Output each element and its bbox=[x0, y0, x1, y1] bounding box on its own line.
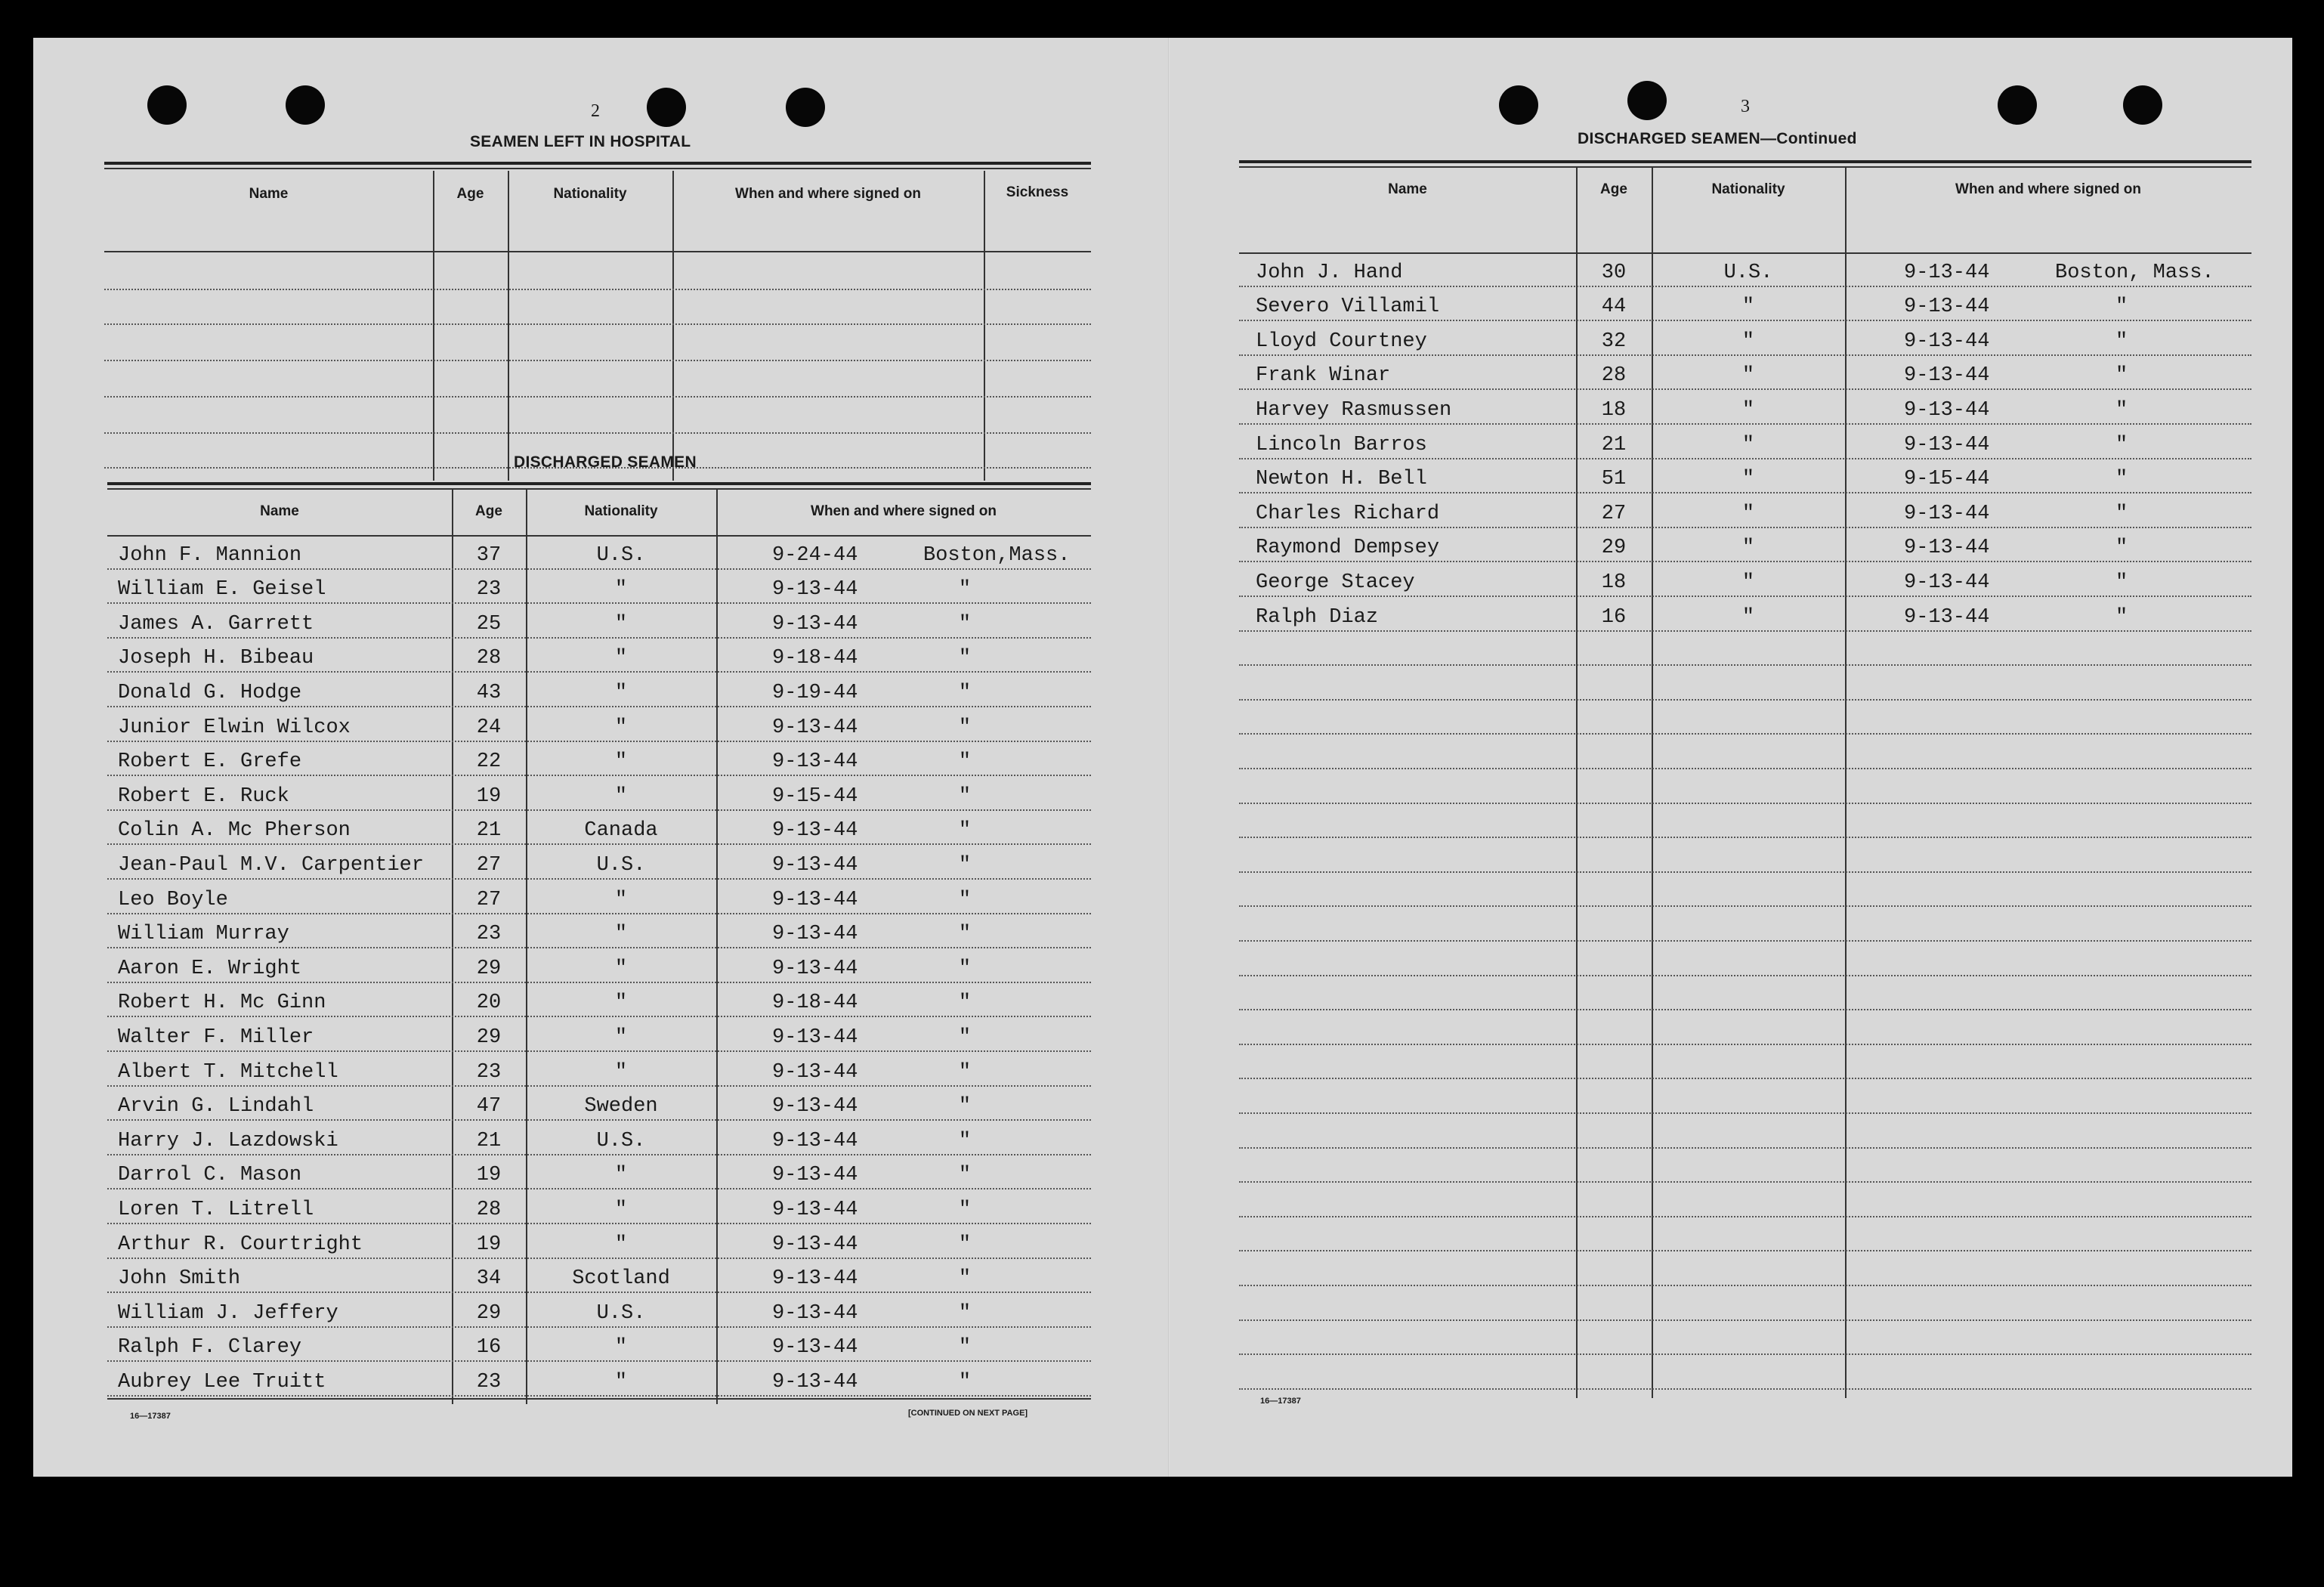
cell-age: 16 bbox=[476, 1336, 502, 1360]
punch-hole bbox=[647, 88, 686, 127]
column-header: Name bbox=[249, 186, 289, 202]
cell-date: 9-13-44 bbox=[772, 923, 858, 946]
cell-nationality: " bbox=[614, 612, 628, 636]
continued-note: [CONTINUED ON NEXT PAGE] bbox=[908, 1409, 1028, 1418]
column-header: Age bbox=[1600, 181, 1627, 197]
cell-place: " bbox=[958, 612, 972, 636]
column-header: When and where signed on bbox=[1955, 181, 2141, 197]
cell-name: Frank Winar bbox=[1256, 364, 1391, 388]
row-rule bbox=[107, 775, 1091, 778]
cell-name: Arvin G. Lindahl bbox=[118, 1095, 314, 1118]
cell-place: " bbox=[2115, 433, 2128, 456]
cell-name: Newton H. Bell bbox=[1256, 468, 1427, 491]
cell-name: John F. Mannion bbox=[118, 543, 302, 567]
page-fold bbox=[1168, 38, 1170, 1477]
cell-date: 9-13-44 bbox=[772, 1164, 858, 1187]
cell-date: 9-13-44 bbox=[1904, 364, 1990, 388]
cell-nationality: " bbox=[614, 784, 628, 808]
column-header: Sickness bbox=[1006, 184, 1069, 200]
cell-age: 19 bbox=[476, 1233, 502, 1256]
page-number: 3 bbox=[1741, 97, 1750, 116]
cell-place: " bbox=[2115, 605, 2128, 629]
row-rule bbox=[107, 878, 1091, 881]
cell-nationality: " bbox=[614, 1026, 628, 1049]
column-header: Nationality bbox=[553, 186, 627, 202]
row-rule bbox=[107, 843, 1091, 846]
cell-date: 9-13-44 bbox=[1904, 261, 1990, 284]
cell-age: 29 bbox=[476, 1301, 502, 1325]
row-rule bbox=[107, 1326, 1091, 1329]
cell-name: Jean-Paul M.V. Carpentier bbox=[118, 854, 425, 877]
cell-place: " bbox=[958, 957, 972, 980]
cell-name: Albert T. Mitchell bbox=[118, 1060, 338, 1084]
cell-place: " bbox=[958, 854, 972, 877]
cell-name: James A. Garrett bbox=[118, 612, 314, 636]
row-rule bbox=[1239, 492, 2251, 495]
row-rule bbox=[107, 809, 1091, 812]
cell-nationality: " bbox=[1741, 468, 1755, 491]
row-rule bbox=[1239, 871, 2251, 874]
column-header: Age bbox=[456, 186, 484, 202]
cell-nationality: U.S. bbox=[596, 1129, 646, 1152]
cell-place: " bbox=[2115, 295, 2128, 319]
cell-date: 9-24-44 bbox=[772, 543, 858, 567]
cell-date: 9-19-44 bbox=[772, 682, 858, 704]
cell-date: 9-13-44 bbox=[772, 1129, 858, 1152]
cell-date: 9-13-44 bbox=[1904, 433, 1990, 456]
row-rule bbox=[1239, 596, 2251, 599]
cell-place: " bbox=[958, 991, 972, 1015]
document-sheet bbox=[33, 38, 2292, 1477]
column-header: When and where signed on bbox=[811, 503, 997, 519]
page-number: 2 bbox=[591, 101, 600, 121]
row-rule bbox=[1239, 458, 2251, 461]
cell-nationality: U.S. bbox=[596, 1301, 646, 1325]
cell-nationality: " bbox=[1741, 537, 1755, 560]
cell-age: 51 bbox=[1601, 468, 1627, 491]
punch-hole bbox=[2123, 85, 2162, 125]
cell-date: 9-13-44 bbox=[772, 1060, 858, 1084]
cell-place: " bbox=[958, 1233, 972, 1256]
row-rule bbox=[1239, 905, 2251, 908]
cell-name: Harry J. Lazdowski bbox=[118, 1129, 338, 1152]
cell-age: 21 bbox=[476, 1129, 502, 1152]
cell-date: 9-13-44 bbox=[1904, 295, 1990, 319]
cell-age: 16 bbox=[1601, 605, 1627, 629]
cell-age: 28 bbox=[476, 647, 502, 670]
row-rule bbox=[107, 602, 1091, 605]
cell-name: Loren T. Litrell bbox=[118, 1199, 314, 1221]
cell-name: Robert E. Ruck bbox=[118, 784, 289, 808]
cell-date: 9-13-44 bbox=[772, 1371, 858, 1394]
cell-nationality: " bbox=[1741, 329, 1755, 353]
cell-date: 9-15-44 bbox=[1904, 468, 1990, 491]
cell-place: " bbox=[958, 923, 972, 946]
cell-name: George Stacey bbox=[1256, 571, 1415, 594]
cell-age: 23 bbox=[476, 1060, 502, 1084]
column-header: Age bbox=[475, 503, 502, 519]
row-rule bbox=[1239, 733, 2251, 736]
cell-age: 21 bbox=[1601, 433, 1627, 456]
cell-place: " bbox=[2115, 364, 2128, 388]
cell-age: 32 bbox=[1601, 329, 1627, 353]
punch-hole bbox=[1998, 85, 2037, 125]
cell-age: 27 bbox=[1601, 502, 1627, 525]
cell-nationality: " bbox=[1741, 433, 1755, 456]
row-rule bbox=[107, 1154, 1091, 1157]
row-rule bbox=[107, 1119, 1091, 1122]
cell-name: Robert E. Grefe bbox=[118, 750, 302, 774]
cell-age: 23 bbox=[476, 923, 502, 946]
cell-place: Boston,Mass. bbox=[923, 543, 1071, 567]
cell-place: " bbox=[958, 578, 972, 602]
cell-age: 23 bbox=[476, 1371, 502, 1394]
cell-name: Colin A. Mc Pherson bbox=[118, 819, 351, 843]
section-title: DISCHARGED SEAMEN bbox=[514, 453, 697, 471]
cell-age: 29 bbox=[1601, 537, 1627, 560]
section-title-text: DISCHARGED SEAMEN bbox=[1578, 130, 1760, 147]
punch-hole bbox=[147, 85, 187, 125]
cell-date: 9-13-44 bbox=[1904, 537, 1990, 560]
cell-date: 9-13-44 bbox=[1904, 399, 1990, 422]
cell-place: Boston, Mass. bbox=[2055, 261, 2214, 284]
row-rule bbox=[1239, 803, 2251, 806]
cell-place: " bbox=[958, 1060, 972, 1084]
cell-nationality: " bbox=[614, 578, 628, 602]
row-rule bbox=[1239, 1147, 2251, 1150]
cell-date: 9-13-44 bbox=[772, 957, 858, 980]
cell-age: 34 bbox=[476, 1267, 502, 1291]
cell-date: 9-13-44 bbox=[772, 612, 858, 636]
cell-age: 18 bbox=[1601, 399, 1627, 422]
cell-age: 22 bbox=[476, 750, 502, 774]
cell-place: " bbox=[958, 1129, 972, 1152]
section-title bbox=[1578, 130, 1857, 148]
hospital-table bbox=[104, 162, 1091, 472]
row-rule bbox=[107, 706, 1091, 709]
cell-place: " bbox=[2115, 399, 2128, 422]
cell-name: Severo Villamil bbox=[1256, 295, 1440, 319]
column-header: When and where signed on bbox=[735, 186, 921, 202]
cell-date: 9-13-44 bbox=[1904, 571, 1990, 594]
cell-date: 9-13-44 bbox=[772, 854, 858, 877]
cell-age: 19 bbox=[476, 1164, 502, 1187]
row-rule bbox=[107, 1360, 1091, 1363]
cell-place: " bbox=[2115, 329, 2128, 353]
row-rule bbox=[107, 1292, 1091, 1295]
form-number: 16—17387 bbox=[1260, 1397, 1301, 1406]
cell-nationality: U.S. bbox=[596, 543, 646, 567]
row-rule bbox=[1239, 1216, 2251, 1219]
cell-nationality: " bbox=[1741, 399, 1755, 422]
cell-age: 28 bbox=[1601, 364, 1627, 388]
row-rule bbox=[107, 1188, 1091, 1191]
cell-nationality: " bbox=[614, 1336, 628, 1360]
row-rule bbox=[1239, 699, 2251, 702]
cell-age: 27 bbox=[476, 854, 502, 877]
form-number: 16—17387 bbox=[130, 1412, 171, 1421]
row-rule bbox=[107, 637, 1091, 640]
cell-nationality: " bbox=[614, 1060, 628, 1084]
cell-place: " bbox=[958, 1301, 972, 1325]
cell-nationality: " bbox=[614, 957, 628, 980]
row-rule bbox=[107, 671, 1091, 674]
cell-nationality: " bbox=[614, 647, 628, 670]
cell-place: " bbox=[2115, 502, 2128, 525]
cell-nationality: " bbox=[614, 991, 628, 1015]
cell-age: 43 bbox=[476, 682, 502, 704]
row-rule bbox=[1239, 1250, 2251, 1253]
cell-date: 9-18-44 bbox=[772, 991, 858, 1015]
cell-place: " bbox=[2115, 571, 2128, 594]
cell-nationality: " bbox=[1741, 571, 1755, 594]
row-rule bbox=[1239, 975, 2251, 978]
cell-age: 47 bbox=[476, 1095, 502, 1118]
cell-place: " bbox=[2115, 468, 2128, 491]
cell-name: Darrol C. Mason bbox=[118, 1164, 302, 1187]
cell-nationality: " bbox=[614, 888, 628, 911]
row-rule bbox=[107, 1223, 1091, 1226]
cell-nationality: " bbox=[1741, 605, 1755, 629]
cell-name: John Smith bbox=[118, 1267, 241, 1291]
discharged-table bbox=[107, 482, 1091, 1404]
cell-name: Walter F. Miller bbox=[118, 1026, 314, 1049]
row-rule bbox=[1239, 320, 2251, 323]
cell-name: Ralph F. Clarey bbox=[118, 1336, 302, 1360]
cell-nationality: Canada bbox=[584, 819, 658, 843]
column-header: Name bbox=[260, 503, 299, 519]
cell-nationality: " bbox=[614, 1371, 628, 1394]
cell-age: 28 bbox=[476, 1199, 502, 1221]
punch-hole bbox=[786, 88, 825, 127]
cell-date: 9-13-44 bbox=[772, 1267, 858, 1291]
cell-nationality: " bbox=[1741, 502, 1755, 525]
row-rule bbox=[1239, 1181, 2251, 1184]
cell-name: William E. Geisel bbox=[118, 578, 326, 602]
column-header: Nationality bbox=[584, 503, 658, 519]
cell-name: Lincoln Barros bbox=[1256, 433, 1427, 456]
cell-place: " bbox=[958, 647, 972, 670]
cell-date: 9-13-44 bbox=[772, 1026, 858, 1049]
cell-name: William Murray bbox=[118, 923, 289, 946]
cell-nationality: " bbox=[614, 716, 628, 739]
cell-place: " bbox=[958, 682, 972, 704]
cell-age: 44 bbox=[1601, 295, 1627, 319]
cell-name: Joseph H. Bibeau bbox=[118, 647, 314, 670]
cell-place: " bbox=[958, 819, 972, 843]
cell-nationality: U.S. bbox=[596, 854, 646, 877]
row-rule bbox=[1239, 768, 2251, 771]
cell-place: " bbox=[958, 888, 972, 911]
column-header: Name bbox=[1388, 181, 1427, 197]
cell-nationality: " bbox=[614, 923, 628, 946]
cell-date: 9-13-44 bbox=[1904, 502, 1990, 525]
row-rule bbox=[107, 913, 1091, 916]
row-rule bbox=[1239, 837, 2251, 840]
cell-nationality: Scotland bbox=[572, 1267, 670, 1291]
row-rule bbox=[1239, 561, 2251, 564]
cell-date: 9-13-44 bbox=[772, 716, 858, 739]
row-rule bbox=[1239, 630, 2251, 633]
cell-age: 25 bbox=[476, 612, 502, 636]
row-rule bbox=[1239, 1285, 2251, 1288]
cell-nationality: Sweden bbox=[584, 1095, 658, 1118]
cell-date: 9-13-44 bbox=[1904, 329, 1990, 353]
cell-place: " bbox=[958, 1026, 972, 1049]
cell-name: Aaron E. Wright bbox=[118, 957, 302, 980]
cell-age: 37 bbox=[476, 543, 502, 567]
cell-name: William J. Jeffery bbox=[118, 1301, 338, 1325]
cell-date: 9-13-44 bbox=[772, 1095, 858, 1118]
punch-hole bbox=[1627, 81, 1667, 120]
cell-nationality: " bbox=[614, 682, 628, 704]
cell-name: Harvey Rasmussen bbox=[1256, 399, 1452, 422]
cell-place: " bbox=[958, 716, 972, 739]
row-rule bbox=[107, 741, 1091, 744]
cell-date: 9-13-44 bbox=[772, 1301, 858, 1325]
cell-age: 30 bbox=[1601, 261, 1627, 284]
row-rule bbox=[1239, 1044, 2251, 1047]
cell-name: Charles Richard bbox=[1256, 502, 1440, 525]
cell-age: 29 bbox=[476, 957, 502, 980]
row-rule bbox=[1239, 527, 2251, 530]
row-rule bbox=[1239, 1078, 2251, 1081]
row-rule bbox=[1239, 286, 2251, 289]
cell-name: Raymond Dempsey bbox=[1256, 537, 1440, 560]
row-rule bbox=[1239, 388, 2251, 391]
cell-name: Ralph Diaz bbox=[1256, 605, 1379, 629]
cell-name: Donald G. Hodge bbox=[118, 682, 302, 704]
cell-name: John J. Hand bbox=[1256, 261, 1403, 284]
row-rule bbox=[107, 1258, 1091, 1261]
cell-age: 20 bbox=[476, 991, 502, 1015]
cell-place: " bbox=[958, 1267, 972, 1291]
cell-nationality: " bbox=[614, 1164, 628, 1187]
row-rule bbox=[1239, 1009, 2251, 1012]
cell-place: " bbox=[2115, 537, 2128, 560]
cell-nationality: " bbox=[614, 1199, 628, 1221]
row-rule bbox=[1239, 1319, 2251, 1322]
section-title: SEAMEN LEFT IN HOSPITAL bbox=[470, 133, 691, 150]
cell-name: Junior Elwin Wilcox bbox=[118, 716, 351, 739]
cell-date: 9-13-44 bbox=[772, 819, 858, 843]
cell-name: Aubrey Lee Truitt bbox=[118, 1371, 326, 1394]
cell-nationality: " bbox=[614, 750, 628, 774]
row-rule bbox=[107, 1085, 1091, 1088]
cell-name: Robert H. Mc Ginn bbox=[118, 991, 326, 1015]
cell-place: " bbox=[958, 750, 972, 774]
row-rule bbox=[107, 947, 1091, 950]
cell-place: " bbox=[958, 1095, 972, 1118]
cell-place: " bbox=[958, 1371, 972, 1394]
cell-place: " bbox=[958, 1336, 972, 1360]
cell-name: Leo Boyle bbox=[118, 888, 228, 911]
punch-hole bbox=[1499, 85, 1538, 125]
cell-age: 27 bbox=[476, 888, 502, 911]
row-rule bbox=[1239, 1112, 2251, 1115]
cell-nationality: " bbox=[1741, 364, 1755, 388]
row-rule bbox=[107, 1050, 1091, 1053]
row-rule bbox=[1239, 940, 2251, 943]
cell-date: 9-13-44 bbox=[772, 578, 858, 602]
row-rule bbox=[107, 982, 1091, 985]
row-rule bbox=[1239, 423, 2251, 426]
section-title-suffix: —Continued bbox=[1760, 130, 1857, 147]
cell-nationality: " bbox=[614, 1233, 628, 1256]
cell-name: Arthur R. Courtright bbox=[118, 1233, 363, 1256]
cell-age: 21 bbox=[476, 819, 502, 843]
cell-age: 18 bbox=[1601, 571, 1627, 594]
cell-nationality: U.S. bbox=[1723, 261, 1773, 284]
row-rule bbox=[1239, 664, 2251, 667]
cell-date: 9-13-44 bbox=[772, 888, 858, 911]
row-rule bbox=[1239, 1388, 2251, 1391]
cell-place: " bbox=[958, 784, 972, 808]
cell-date: 9-13-44 bbox=[1904, 605, 1990, 629]
cell-date: 9-13-44 bbox=[772, 750, 858, 774]
cell-name: Lloyd Courtney bbox=[1256, 329, 1427, 353]
cell-date: 9-13-44 bbox=[772, 1199, 858, 1221]
row-rule bbox=[1239, 1353, 2251, 1357]
row-rule bbox=[107, 568, 1091, 571]
cell-date: 9-15-44 bbox=[772, 784, 858, 808]
cell-date: 9-13-44 bbox=[772, 1336, 858, 1360]
cell-age: 29 bbox=[476, 1026, 502, 1049]
column-header: Nationality bbox=[1711, 181, 1785, 197]
cell-age: 23 bbox=[476, 578, 502, 602]
cell-date: 9-13-44 bbox=[772, 1233, 858, 1256]
row-rule bbox=[107, 1016, 1091, 1019]
cell-place: " bbox=[958, 1164, 972, 1187]
cell-place: " bbox=[958, 1199, 972, 1221]
punch-hole bbox=[286, 85, 325, 125]
cell-date: 9-18-44 bbox=[772, 647, 858, 670]
cell-age: 19 bbox=[476, 784, 502, 808]
discharged-table-continued bbox=[1239, 160, 2251, 1430]
cell-age: 24 bbox=[476, 716, 502, 739]
row-rule bbox=[1239, 354, 2251, 357]
cell-nationality: " bbox=[1741, 295, 1755, 319]
